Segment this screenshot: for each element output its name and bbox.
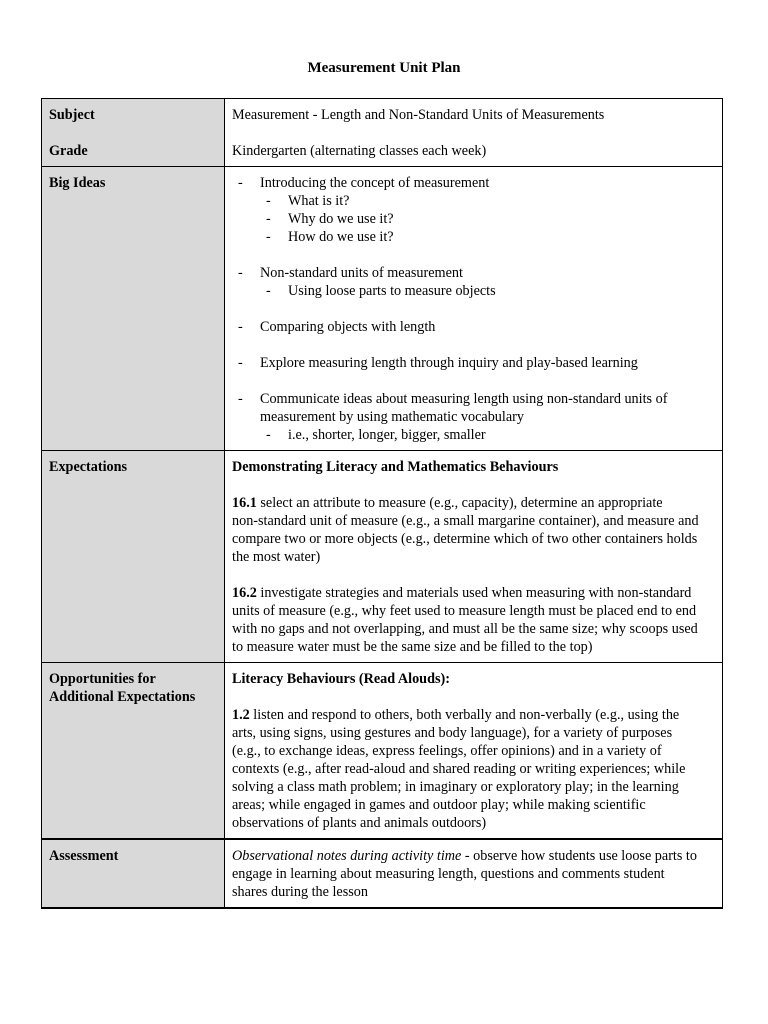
expectation-code: 1.2 [232,707,250,723]
big-idea-subitem: - i.e., shorter, longer, bigger, smaller [232,426,716,444]
expectation-16-2: 16.2 investigate strategies and materials used when measuring with non-standard units of measure (e.g., why feet used to measure length must be placed end to end with no gaps and not overlapping, and must all be the same size; why scoops used to measure water must be the same size and be filled to the top) [232,585,698,655]
big-ideas-content [225,167,723,451]
big-idea-subitem: - Why do we use it? [232,210,716,228]
expectations-heading: Demonstrating Literacy and Mathematics Behaviours [232,459,559,475]
expectation-1-2: 1.2 listen and respond to others, both verbally and non-verbally (e.g., using the arts, using signs, using gestures and body language), for a variety of purposes (e.g., to exchange ideas, express feelings, offer opinions) and in a variety of contexts (e.g., after read-aloud and shared reading or writing experiences; while solving a class math problem; in imaginary or exploratory play; in the learning areas; while engaged in games and outdoor play; while making scientific observations of plants and animals outdoors) [232,707,686,831]
subject-grade-labels [42,99,225,167]
big-idea-item: - Explore measuring length through inquiry and play-based learning [232,354,716,372]
subject-grade-values [225,99,723,167]
assessment-content: Observational notes during activity time - observe how students use loose parts to engage in learning about measuring length, questions and comments student shares during the lesson [225,839,723,908]
big-idea-item: - Introducing the concept of measurement [232,174,716,192]
unit-plan-table [41,98,723,909]
expectation-code: 16.1 [232,495,257,511]
big-idea-subitem: - What is it? [232,192,716,210]
subject-grade-row [42,99,723,167]
expectations-content [225,451,723,663]
big-ideas-row [42,167,723,451]
big-idea-item: - Communicate ideas about measuring length using non-standard units of [232,390,716,408]
grade-label: Grade [49,143,88,159]
big-idea-item-continued: measurement by using mathematic vocabulary [260,409,524,425]
big-idea-subitem: - Using loose parts to measure objects [232,282,716,300]
opportunities-heading: Literacy Behaviours (Read Alouds): [232,671,450,687]
assessment-row [42,839,723,908]
opportunities-label: Opportunities for Additional Expectations [42,663,225,840]
big-ideas-label: Big Ideas [42,167,225,451]
big-idea-item: - Non-standard units of measurement [232,264,716,282]
expectations-label: Expectations [42,451,225,663]
subject-label: Subject [49,107,95,123]
subject-value: Measurement - Length and Non-Standard Units of Measurements [232,107,605,123]
expectation-16-1: 16.1 select an attribute to measure (e.g., capacity), determine an appropriate non-standard unit of measure (e.g., a small margarine container), and measure and compare two or more objects (e.g., determine which of two other containers holds the most water) [232,495,699,565]
big-idea-item: - Comparing objects with length [232,318,716,336]
opportunities-row [42,663,723,840]
expectations-row [42,451,723,663]
assessment-italic: Observational notes during activity time [232,848,462,864]
expectation-code: 16.2 [232,585,257,601]
document-title: Measurement Unit Plan [307,60,461,76]
opportunities-content [225,663,723,840]
grade-value: Kindergarten (alternating classes each week) [232,143,487,159]
assessment-label: Assessment [42,839,225,908]
big-idea-subitem: - How do we use it? [232,228,716,246]
